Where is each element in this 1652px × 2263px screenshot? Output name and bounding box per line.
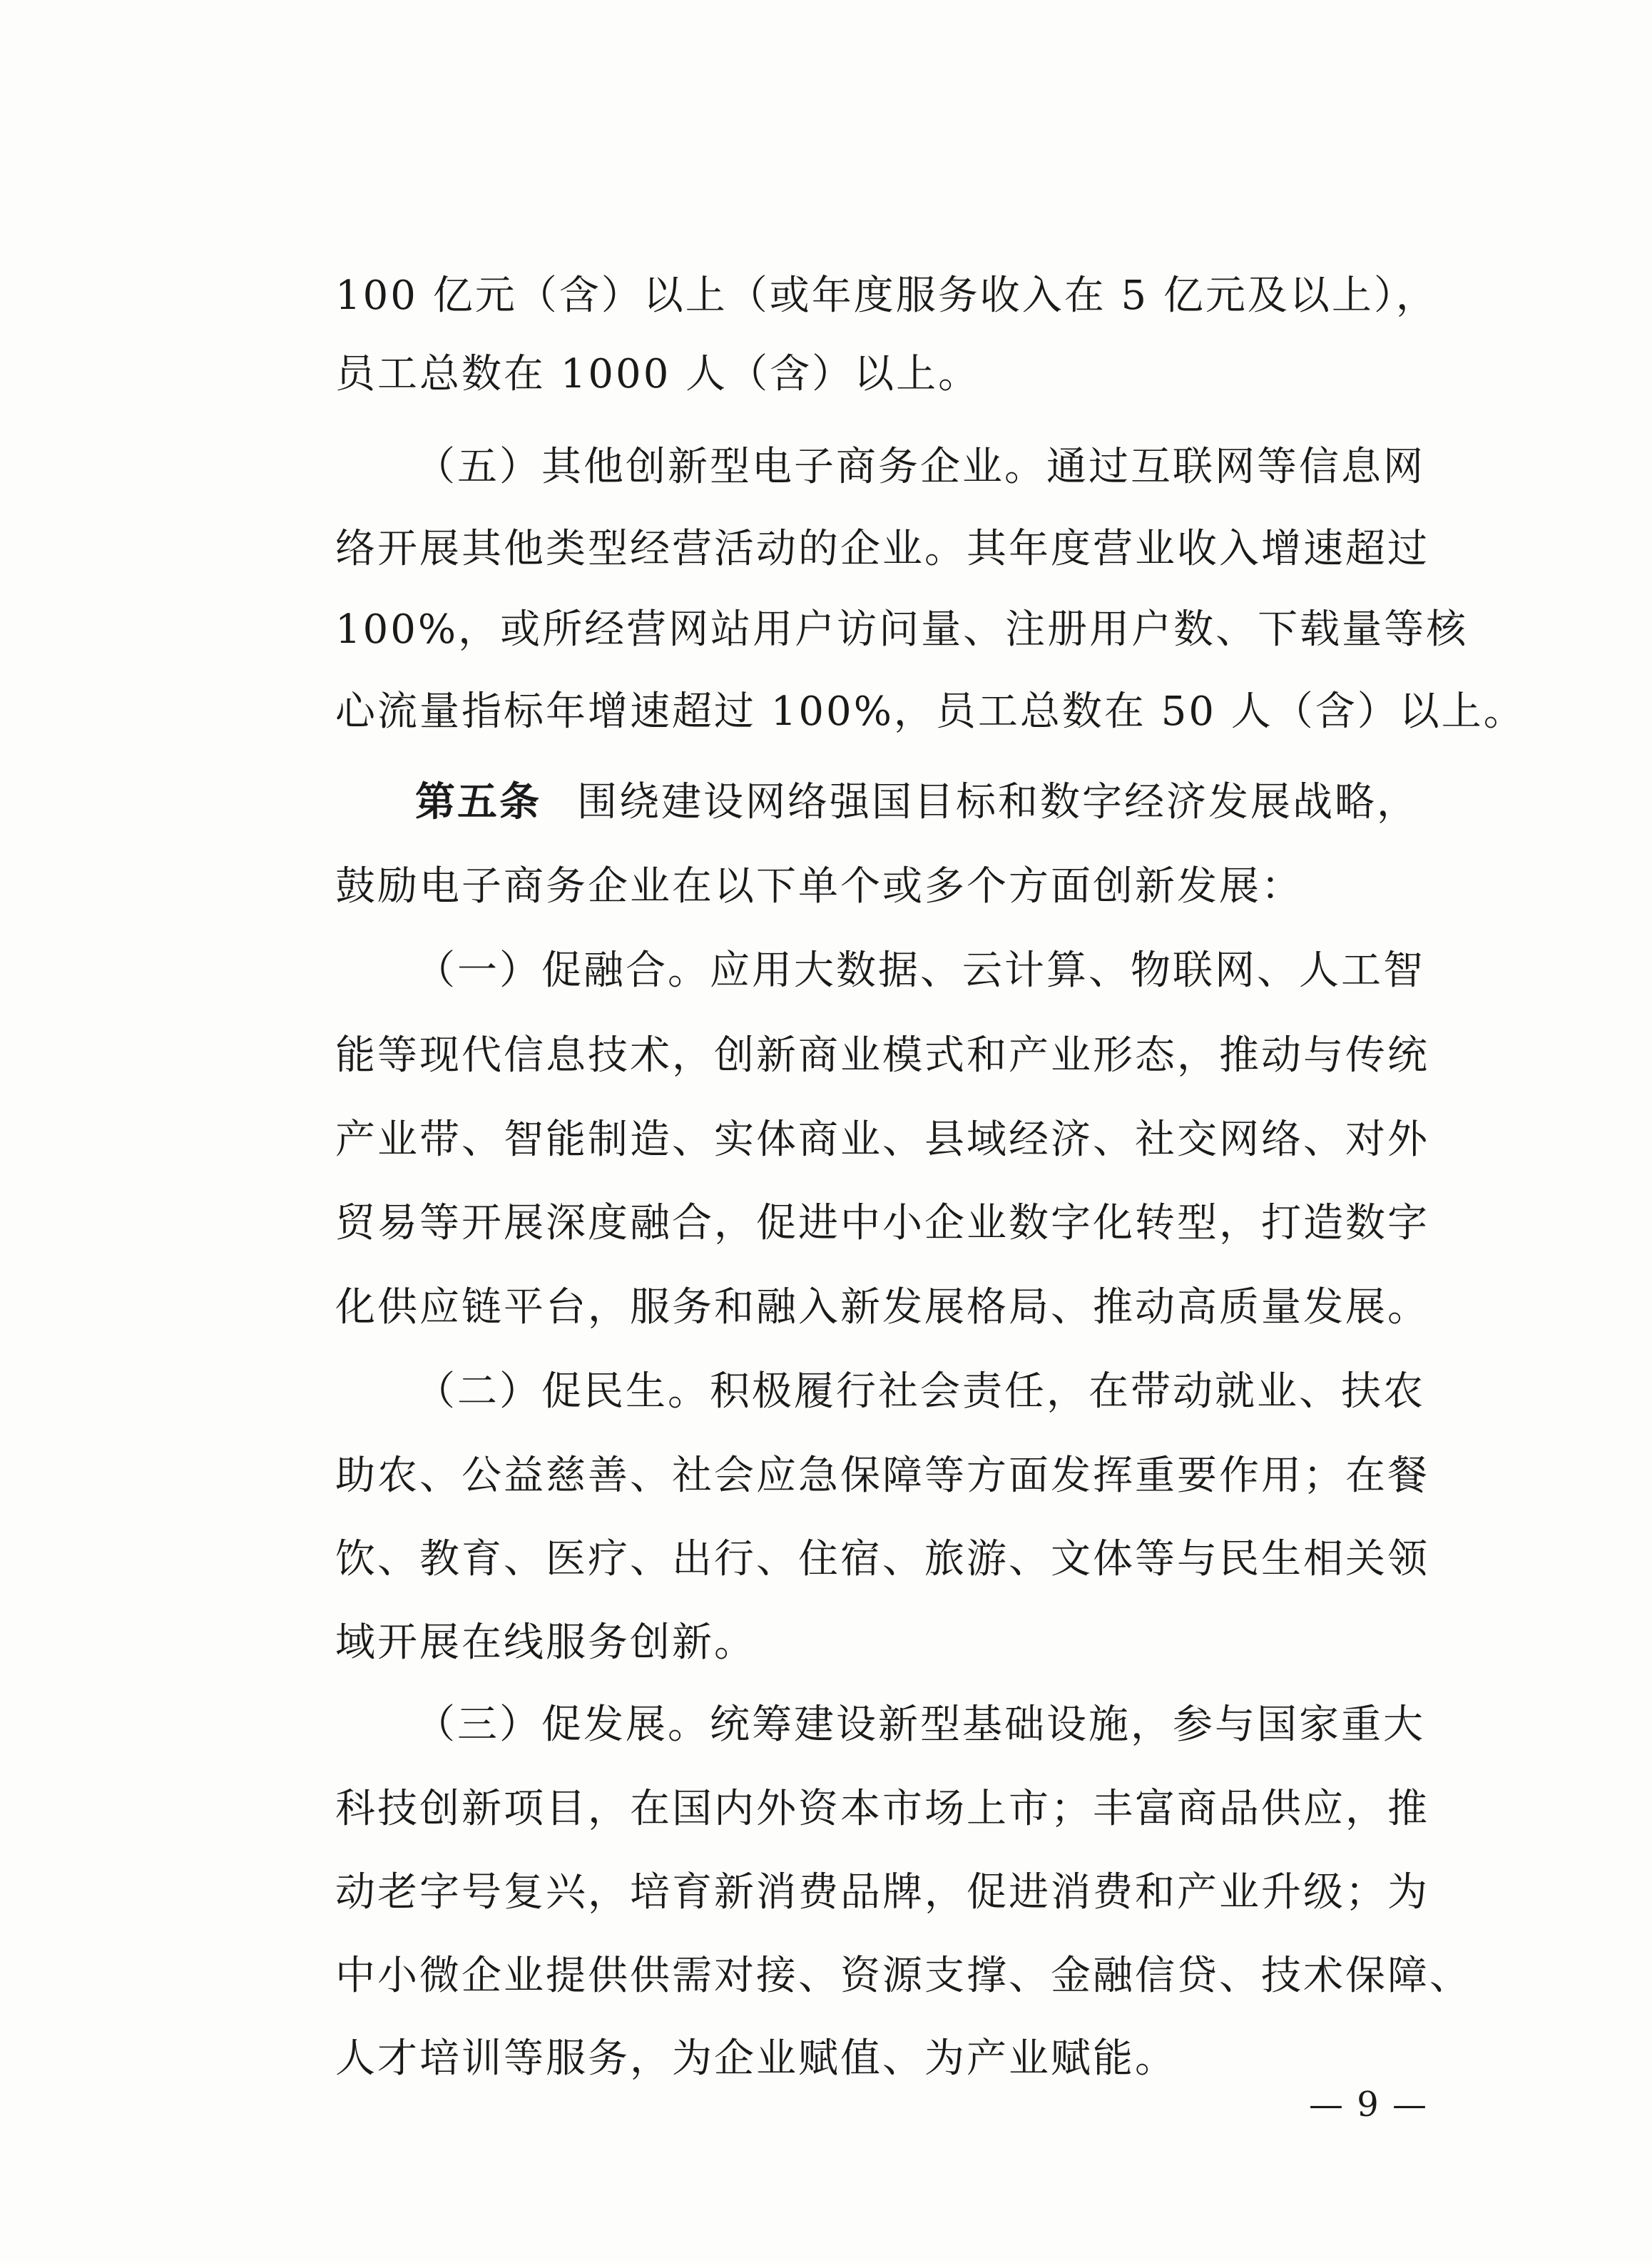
text-line: 助农、公益慈善、社会应急保障等方面发挥重要作用；在餐 bbox=[335, 1453, 1429, 1499]
text-line: 100 亿元（含）以上（或年度服务收入在 5 亿元及以上）， bbox=[335, 273, 1438, 319]
text-line: 员工总数在 1000 人（含）以上。 bbox=[335, 351, 981, 397]
text-line: 人才培训等服务，为企业赋值、为产业赋能。 bbox=[335, 2035, 1177, 2082]
article-label: 第五条 bbox=[415, 779, 541, 825]
page-number: — 9 — bbox=[1309, 2085, 1429, 2125]
text-line: 中小微企业提供供需对接、资源支撑、金融信贷、技术保障、 bbox=[335, 1953, 1472, 1999]
text-line: 100%，或所经营网站用户访问量、注册用户数、下载量等核 bbox=[335, 606, 1469, 653]
text-line: 动老字号复兴，培育新消费品牌，促进消费和产业升级；为 bbox=[335, 1869, 1429, 1916]
text-line: 心流量指标年增速超过 100%，员工总数在 50 人（含）以上。 bbox=[335, 688, 1526, 735]
text-line: （三）促发展。统筹建设新型基础设施，参与国家重大 bbox=[415, 1702, 1425, 1748]
text-line: （二）促民生。积极履行社会责任，在带动就业、扶农 bbox=[415, 1368, 1425, 1415]
text-line: 域开展在线服务创新。 bbox=[335, 1619, 756, 1666]
text-line: 围绕建设网络强国目标和数字经济发展战略， bbox=[577, 779, 1419, 825]
text-line: 饮、教育、医疗、出行、住宿、旅游、文体等与民生相关领 bbox=[335, 1536, 1429, 1582]
text-line: （一）促融合。应用大数据、云计算、物联网、人工智 bbox=[415, 947, 1425, 994]
text-line: 产业带、智能制造、实体商业、县域经济、社交网络、对外 bbox=[335, 1117, 1429, 1163]
text-line: 鼓励电子商务企业在以下单个或多个方面创新发展： bbox=[335, 863, 1303, 910]
text-line: 能等现代信息技术，创新商业模式和产业形态，推动与传统 bbox=[335, 1032, 1429, 1079]
text-line: （五）其他创新型电子商务企业。通过互联网等信息网 bbox=[415, 444, 1425, 490]
text-line: 络开展其他类型经营活动的企业。其年度营业收入增速超过 bbox=[335, 526, 1429, 572]
article-heading-line bbox=[415, 774, 1419, 831]
text-line: 贸易等开展深度融合，促进中小企业数字化转型，打造数字 bbox=[335, 1200, 1429, 1246]
text-line: 化供应链平台，服务和融入新发展格局、推动高质量发展。 bbox=[335, 1284, 1429, 1331]
text-line: 科技创新项目，在国内外资本市场上市；丰富商品供应，推 bbox=[335, 1786, 1429, 1832]
